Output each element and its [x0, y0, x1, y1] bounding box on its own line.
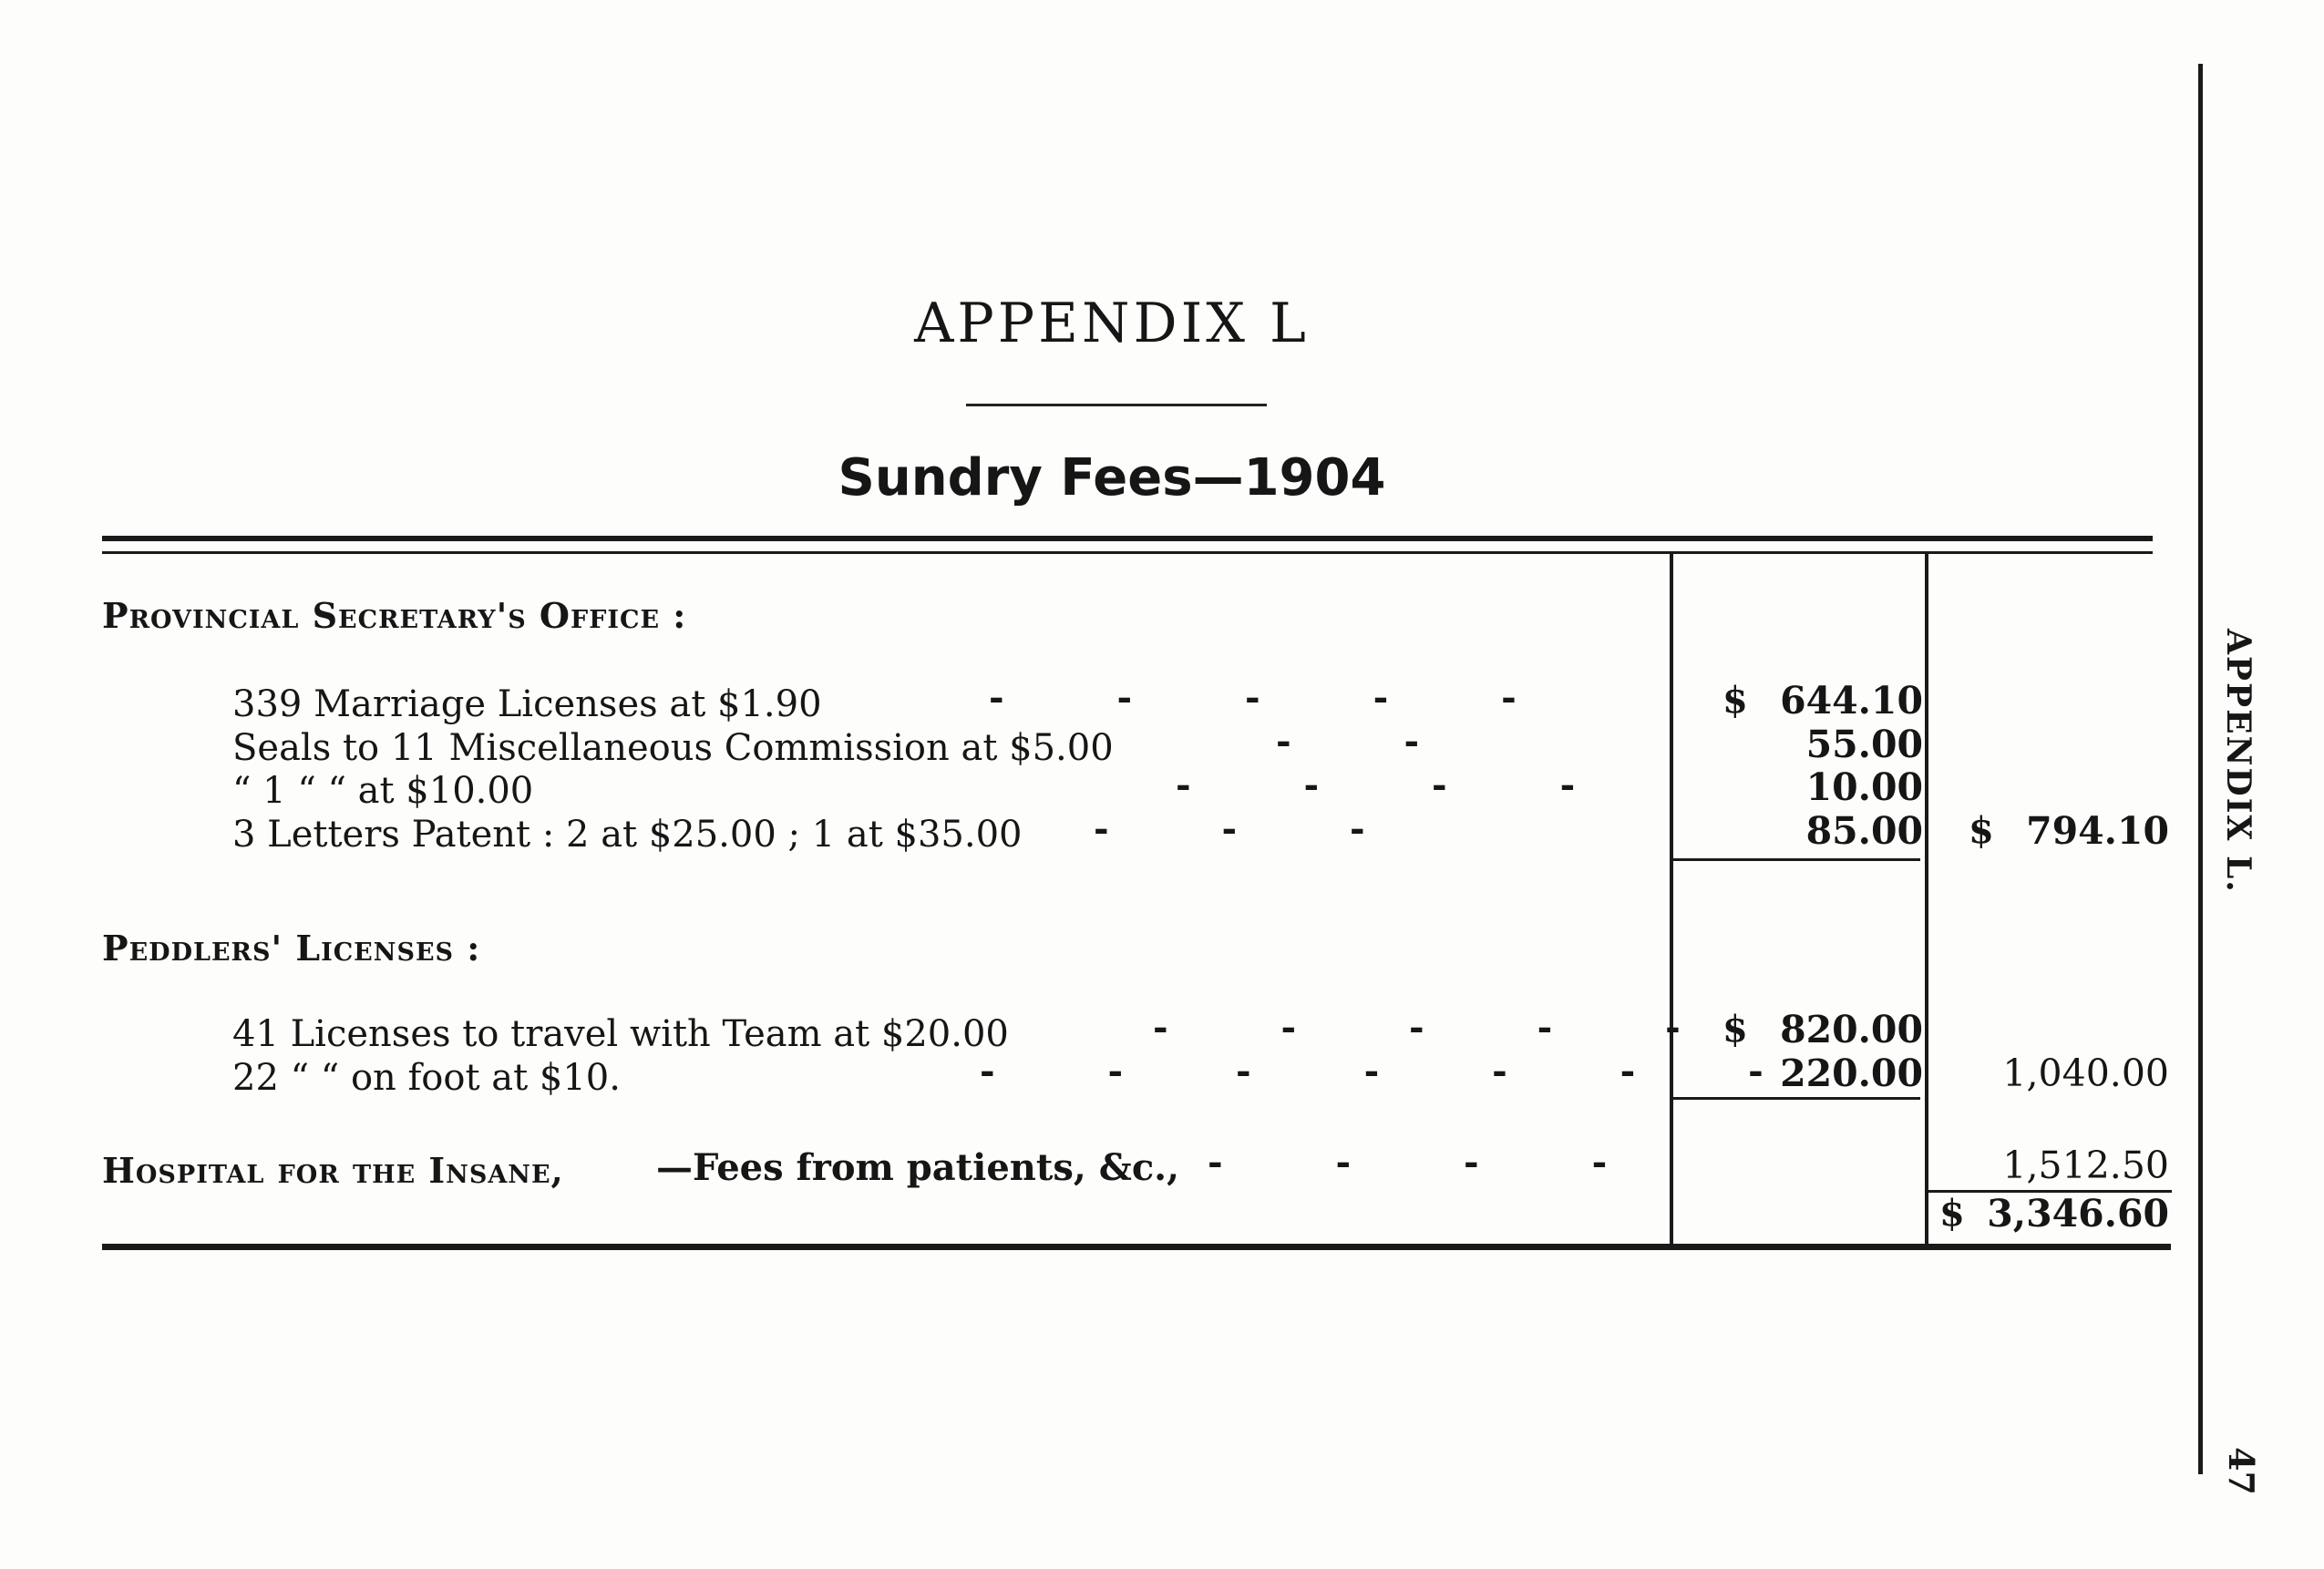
- section-heading-peddlers: Peddlers' Licenses :: [102, 928, 481, 969]
- section-heading-hospital: Hospital for the Insane,: [102, 1150, 564, 1191]
- amount: 55.00: [1805, 723, 1923, 766]
- leader-dots: - - - - -: [1153, 1006, 1731, 1049]
- amount: 644.10: [1780, 679, 1923, 723]
- amount: 820.00: [1780, 1008, 1923, 1051]
- page-edge-rule: [2198, 64, 2203, 1474]
- column-divider-1: [1670, 551, 1673, 1246]
- grand-total: 3,346.60: [1987, 1192, 2169, 1236]
- side-title: APPENDIX L.: [2219, 629, 2257, 894]
- hospital-description: —Fees from patients, &c.,: [656, 1146, 1180, 1189]
- currency-sign: $: [1969, 809, 1994, 852]
- bottom-rule: [102, 1244, 2171, 1250]
- section-total: 1,512.50: [2002, 1143, 2169, 1187]
- row-label: 41 Licenses to travel with Team at $20.00: [232, 1013, 1009, 1055]
- appendix-title: APPENDIX L: [914, 292, 1310, 355]
- leader-dots: - - - - - - -: [980, 1050, 1814, 1092]
- top-rule-thick: [102, 536, 2153, 541]
- subtotal-rule: [1672, 858, 1920, 861]
- currency-sign: $: [1722, 1008, 1748, 1051]
- table-subtitle: Sundry Fees—1904: [838, 448, 1386, 508]
- leader-dots: - - - -: [1176, 764, 1626, 806]
- row-label: 3 Letters Patent : 2 at $25.00 ; 1 at $35.00: [232, 814, 1023, 856]
- row-label: “ 1 “ “ at $10.00: [232, 770, 534, 812]
- currency-sign: $: [1722, 679, 1748, 722]
- leader-dots: - - - -: [1208, 1141, 1658, 1184]
- section-heading-provincial: Provincial Secretary's Office :: [102, 595, 687, 636]
- title-rule: [966, 404, 1267, 406]
- row-label: 339 Marriage Licenses at $1.90: [232, 683, 822, 725]
- amount: 10.00: [1805, 765, 1923, 809]
- leader-dots: - - -: [1094, 807, 1415, 850]
- page-number: 47: [2221, 1447, 2262, 1495]
- top-rule-thin: [102, 551, 2153, 554]
- currency-sign: $: [1939, 1192, 1965, 1235]
- row-label: 22 “ “ on foot at $10.: [232, 1057, 621, 1099]
- column-divider-2: [1925, 551, 1928, 1246]
- subtotal-rule: [1672, 1097, 1920, 1100]
- section-total: 1,040.00: [2002, 1051, 2169, 1095]
- leader-dots: - - - - -: [989, 676, 1567, 719]
- leader-dots: - -: [1276, 720, 1470, 763]
- row-label: Seals to 11 Miscellaneous Commission at $5.00: [232, 727, 1114, 769]
- amount: 220.00: [1780, 1051, 1923, 1095]
- amount: 85.00: [1805, 809, 1923, 853]
- section-total: 794.10: [2026, 809, 2169, 853]
